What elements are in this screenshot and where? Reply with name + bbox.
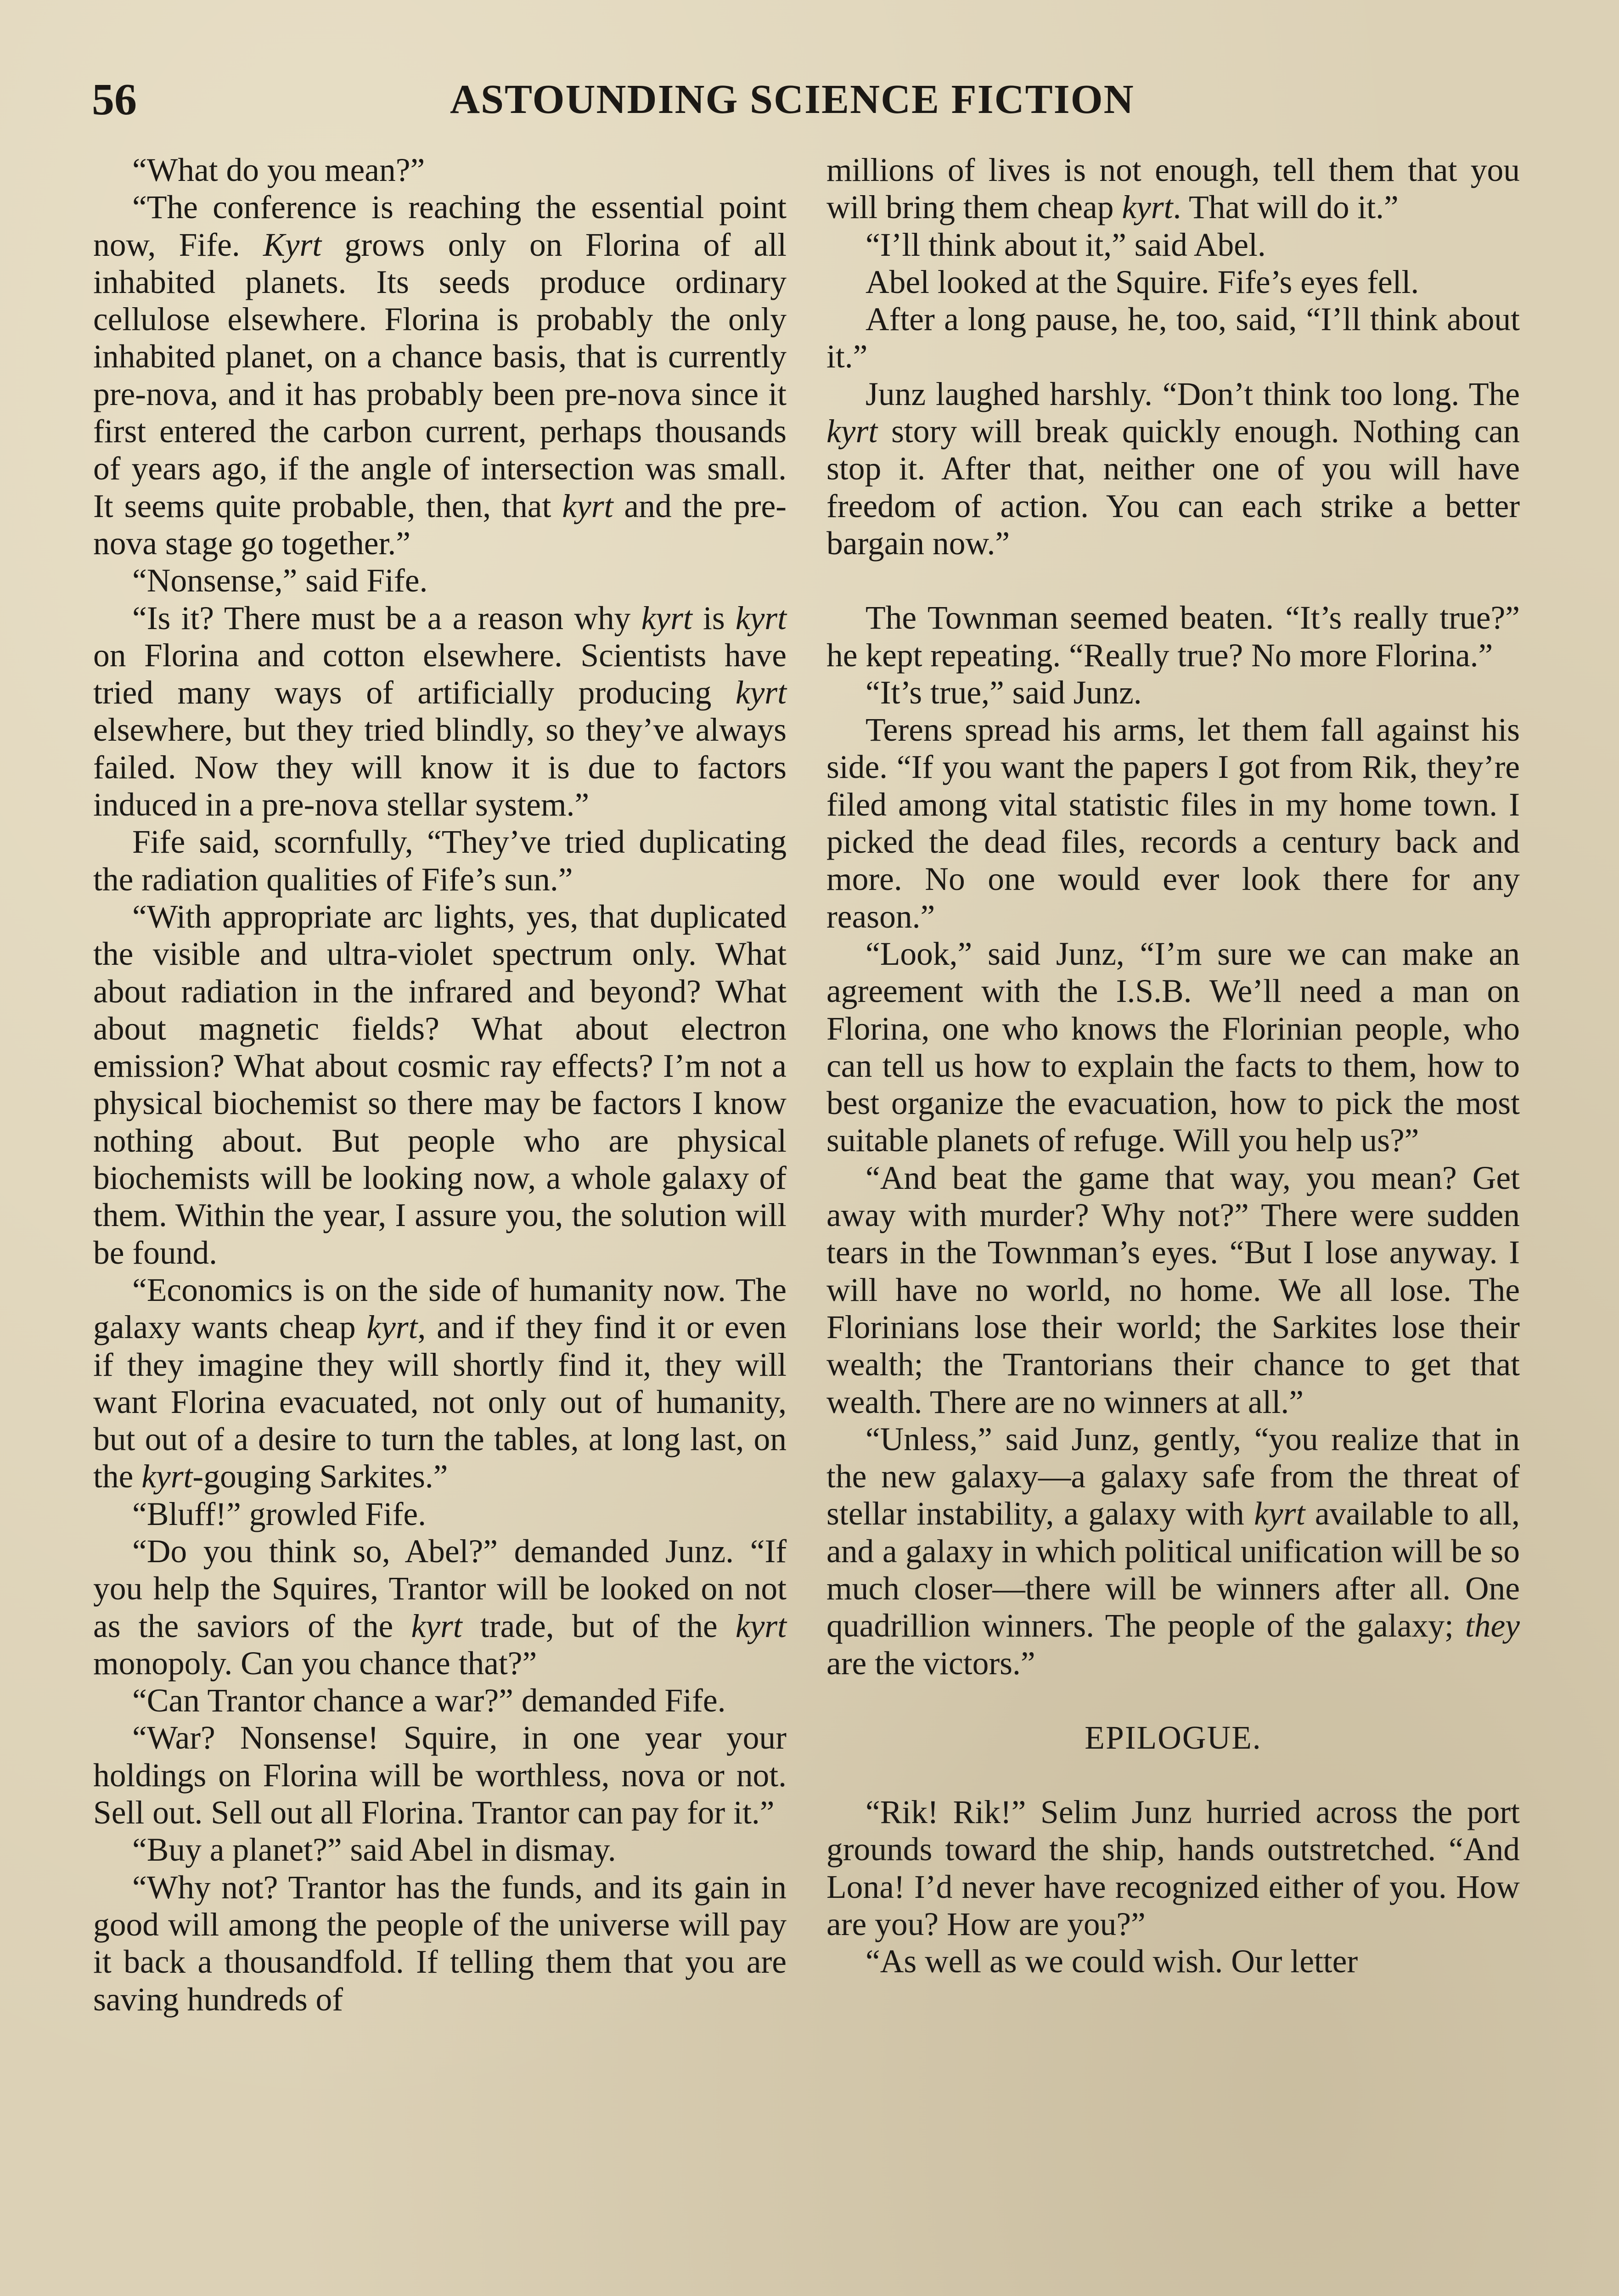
paragraph: “I’ll think about it,” said Abel. xyxy=(866,226,1266,263)
right-column-paragraphs-c xyxy=(826,1794,1520,1980)
paragraph: “The conference is reaching the essential point now, Fife. Kyrt grows only on Florina of all inhabited planets. Its seeds produce ordinary cellulose elsewhere. Florina is probably the only inhabited planet, on a chance basis, that is currently pre-nova, and it has probably been pre-nova since it first entered the carbon current, perhaps thousands of years ago, if the angle of intersection was small. It seems quite probable, then, that kyrt and the pre-nova stage go together.” xyxy=(93,189,787,562)
paragraph: “It’s true,” said Junz. xyxy=(866,674,1142,711)
italic-text: kyrt xyxy=(735,675,787,711)
running-head: ASTOUNDING SCIENCE FICTION xyxy=(450,77,1135,122)
italic-text: Kyrt xyxy=(263,226,322,263)
paragraph: “Why not? Trantor has the funds, and its gain in good will among the people of the universe will pay it back a thousandfold. If telling them that you are saving hundreds of xyxy=(93,1869,787,2018)
paragraph: “Buy a planet?” said Abel in dismay. xyxy=(132,1832,616,1868)
page-number: 56 xyxy=(92,75,137,124)
paragraph: “Do you think so, Abel?” demanded Junz. “If you help the Squires, Trantor will be looked on not as the saviors of the kyrt trade, but of the kyrt monopoly. Can you chance that?” xyxy=(93,1533,787,1682)
italic-text: kyrt xyxy=(562,488,613,524)
italic-text: kyrt xyxy=(826,413,878,450)
left-column-paragraphs xyxy=(93,152,787,2018)
paragraph: “War? Nonsense! Squire, in one year your holdings on Florina will be worthless, nova or not. Sell out. Sell out all Florina. Trantor can pay for it.” xyxy=(93,1720,787,1831)
paragraph: “Bluff!” growled Fife. xyxy=(132,1496,427,1532)
section-break xyxy=(826,562,1520,599)
italic-text: kyrt xyxy=(641,600,692,636)
paragraph: “With appropriate arc lights, yes, that duplicated the visible and ultra-violet spectrum only. What about radiation in the infrared and beyond? What about magnetic fields? What about electron emission? What about cosmic ray effects? I’m not a physical biochemist so there may be factors I know nothing about. But people who are physical biochemists will be looking now, a whole galaxy of them. Within the year, I assure you, the solution will be found. xyxy=(93,898,787,1271)
left-column xyxy=(93,152,787,2018)
italic-text: kyrt xyxy=(411,1608,462,1644)
paragraph: The Townman seemed beaten. “It’s really true?” he kept repeating. “Really true? No more Florina.” xyxy=(826,600,1520,674)
italic-text: kyrt xyxy=(141,1458,193,1495)
italic-text: kyrt xyxy=(1254,1496,1305,1532)
paragraph: “Rik! Rik!” Selim Junz hurried across the port grounds toward the ship, hands outstretched. “And Lona! I’d never have recognized either of you. How are you? How are you?” xyxy=(826,1794,1520,1943)
right-column-paragraphs-b xyxy=(826,599,1520,1682)
paragraph: Junz laughed harshly. “Don’t think too long. The kyrt story will break quickly enough. Nothing can stop it. After that, neither one of you will have freedom of action. You can each strike a better bargain now.” xyxy=(826,376,1520,562)
right-column xyxy=(826,152,1520,1981)
paragraph: Terens spread his arms, let them fall against his side. “If you want the papers I got from Rik, they’re filed among vital statistic files in my home town. I picked the dead files, records a century back and more. No one would ever look there for any reason.” xyxy=(826,712,1520,935)
epilogue-heading: EPILOGUE. xyxy=(1085,1719,1262,1756)
paragraph: Abel looked at the Squire. Fife’s eyes fell. xyxy=(866,264,1419,300)
italic-text: kyrt xyxy=(366,1309,418,1346)
paragraph: Fife said, scornfully, “They’ve tried duplicating the radiation qualities of Fife’s sun.” xyxy=(93,824,787,898)
paragraph: After a long pause, he, too, said, “I’ll think about it.” xyxy=(826,301,1520,375)
italic-text: they xyxy=(1465,1608,1520,1644)
page-header xyxy=(0,0,1619,152)
italic-text: kyrt xyxy=(735,600,787,636)
paragraph: “Economics is on the side of humanity now. The galaxy wants cheap kyrt, and if they find it or even if they imagine they will shortly find it, they will want Florina evacuated, not only out of humanity, but out of a desire to turn the tables, at long last, on the kyrt-gouging Sarkites.” xyxy=(93,1272,787,1495)
paragraph: “What do you mean?” xyxy=(132,152,425,188)
paragraph: “Can Trantor chance a war?” demanded Fife. xyxy=(132,1683,726,1719)
paragraph: “Is it? There must be a a reason why kyrt is kyrt on Florina and cotton elsewhere. Scientists have tried many ways of artificially producing kyrt elsewhere, but they tried blindly, so they’ve always failed. Now they will know it is due to factors induced in a pre-nova stellar system.” xyxy=(93,600,787,823)
right-column-paragraphs-a xyxy=(826,152,1520,562)
italic-text: kyrt xyxy=(1122,189,1173,226)
paragraph: “As well as we could wish. Our letter xyxy=(866,1943,1358,1980)
paragraph: “And beat the game that way, you mean? Get away with murder? Why not?” There were sudden tears in the Townman’s eyes. “But I lose anyway. I will have no world, no home. We all lose. The Florinians lose their world; the Sarkites lose their wealth; the Trantorians their chance to get that wealth. There are no winners at all.” xyxy=(826,1159,1520,1420)
italic-text: kyrt xyxy=(735,1608,787,1644)
paragraph: millions of lives is not enough, tell them that you will bring them cheap kyrt. That will do it.” xyxy=(826,152,1520,226)
paragraph: “Look,” said Junz, “I’m sure we can make an agreement with the I.S.B. We’ll need a man on Florina, one who knows the Florinian people, who can tell us how to explain the facts to them, how to best organize the evacuation, how to pick the most suitable planets of refuge. Will you help us?” xyxy=(826,935,1520,1159)
paragraph: “Nonsense,” said Fife. xyxy=(132,563,428,599)
paragraph: “Unless,” said Junz, gently, “you realize that in the new galaxy—a galaxy safe from the threat of stellar instability, a galaxy with kyrt available to all, and a galaxy in which political unification will be so much closer—there will be winners after all. One quadrillion winners. The people of the galaxy; they are the victors.” xyxy=(826,1421,1520,1682)
